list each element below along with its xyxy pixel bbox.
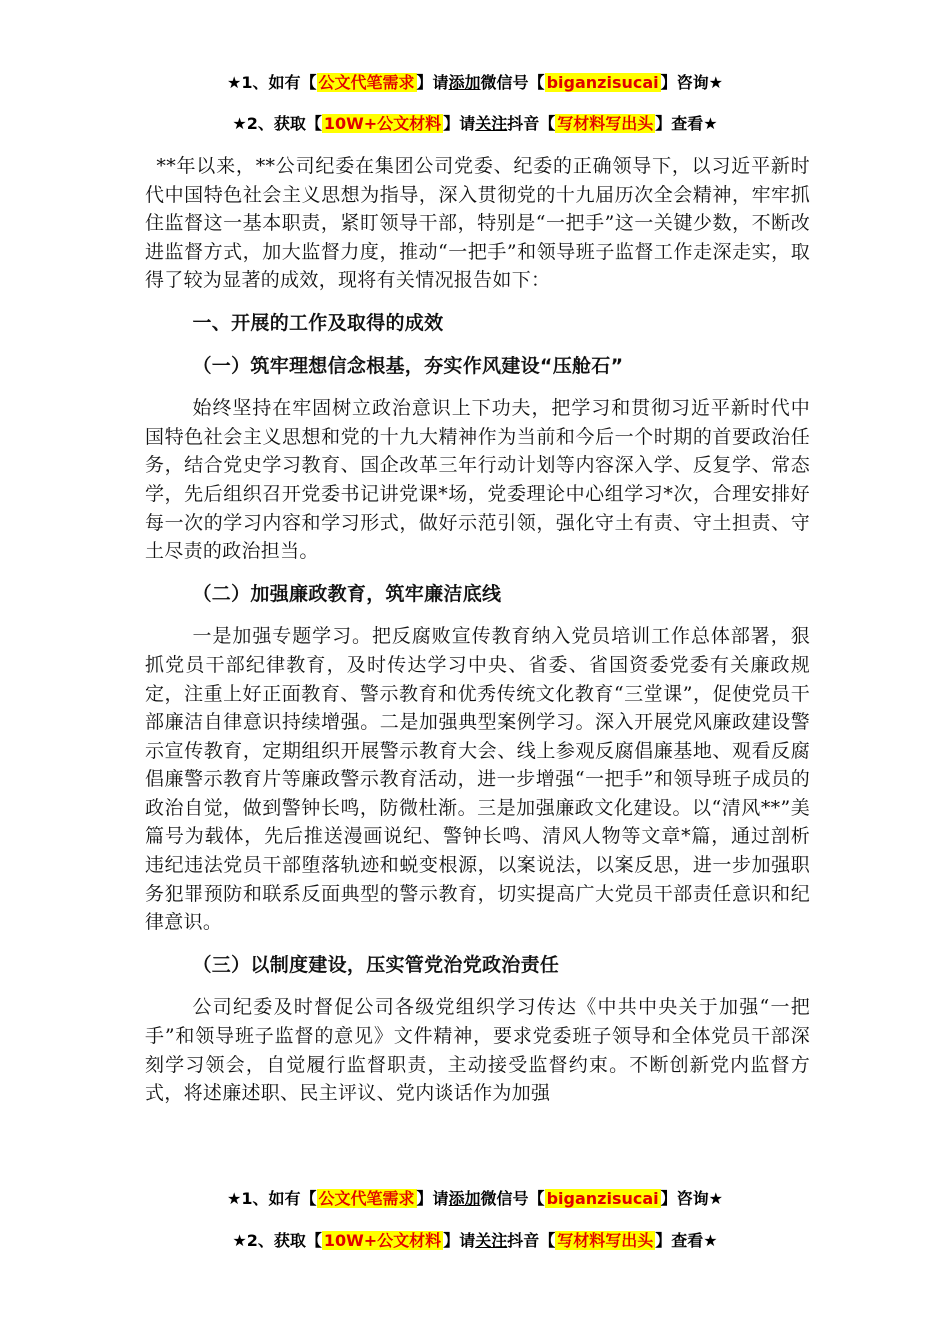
section-1-heading: 一、开展的工作及取得的成效 (192, 311, 444, 334)
banner-highlight-materials: 10W+公文材料 (323, 114, 442, 133)
banner-underline-follow: 关注 (475, 114, 508, 133)
banner-highlight-service: 公文代笔需求 (318, 1189, 415, 1208)
banner-mid: 】请 (416, 1189, 449, 1208)
banner-mid2: 抖音【 (507, 1231, 556, 1250)
intro-paragraph: **年以来，**公司纪委在集团公司党委、纪委的正确领导下，以习近平新时代中国特色社会主义思想为指导，深入贯彻党的十九届历次全会精神，牢牢抓住监督这一基本职责，紧盯领导干部，特别是“一把手”这一关键少数，不断改进监督方式，加大监督力度，推动“一把手”和领导班子监督工作走深走实，取得了较为显著的成效，现将有关情况报告如下： (145, 155, 810, 292)
promo-banner-top-1 (0, 70, 950, 93)
promo-banner-bottom-2 (0, 1228, 950, 1251)
banner-mid2: 抖音【 (507, 114, 556, 133)
banner-highlight-douyin-id: 写材料写出头 (557, 114, 654, 133)
banner-suffix: 】咨询★ (660, 73, 723, 92)
promo-banner-bottom-1 (0, 1186, 950, 1209)
subsection-2-paragraph: 一是加强专题学习。把反腐败宣传教育纳入党员培训工作总体部署，狠抓党员干部纪律教育，及时传达学习中央、省委、省国资委党委有关廉政规定，注重上好正面教育、警示教育和优秀传统文化教育“三堂课”，促使党员干部廉洁自律意识持续增强。二是加强典型案例学习。深入开展党风廉政建设警示宣传教育，定期组织开展警示教育大会、线上参观反腐倡廉基地、观看反腐倡廉警示教育片等廉政警示教育活动，进一步增强“一把手”和领导班子成员的政治自觉，做到警钟长鸣，防微杜渐。三是加强廉政文化建设。以“清风**”美篇号为载体，先后推送漫画说纪、警钟长鸣、清风人物等文章*篇，通过剖析违纪违法党员干部堕落轨迹和蜕变根源，以案说法，以案反思，进一步加强职务犯罪预防和联系反面典型的警示教育，切实提高广大党员干部责任意识和纪律意识。 (145, 625, 810, 934)
banner-underline-follow: 关注 (475, 1231, 508, 1250)
banner-mid: 】请 (443, 114, 476, 133)
banner-highlight-wechat-id: biganzisucai (546, 73, 659, 92)
subsection-2-heading: （二）加强廉政教育，筑牢廉洁底线 (192, 582, 502, 605)
banner-suffix: 】查看★ (655, 114, 718, 133)
banner-prefix: ★1、如有【 (227, 1189, 317, 1208)
banner-prefix: ★1、如有【 (227, 73, 317, 92)
subsection-1-paragraph: 始终坚持在牢固树立政治意识上下功夫，把学习和贯彻习近平新时代中国特色社会主义思想和党的十九大精神作为当前和今后一个时期的首要政治任务，结合党史学习教育、国企改革三年行动计划等内容深入学、反复学、常态学，先后组织召开党委书记讲党课*场，党委理论中心组学习*次，合理安排好每一次的学习内容和学习形式，做好示范引领，强化守土有责、守土担责、守土尽责的政治担当。 (145, 397, 810, 563)
banner-mid: 】请 (416, 73, 449, 92)
banner-prefix: ★2、获取【 (232, 114, 322, 133)
banner-highlight-materials: 10W+公文材料 (323, 1231, 442, 1250)
banner-mid2: 微信号【 (480, 1189, 545, 1208)
banner-suffix: 】查看★ (655, 1231, 718, 1250)
banner-prefix: ★2、获取【 (232, 1231, 322, 1250)
subsection-3-heading: （三）以制度建设，压实管党治党政治责任 (192, 953, 560, 976)
promo-banner-top-2 (0, 111, 950, 134)
banner-suffix: 】咨询★ (660, 1189, 723, 1208)
banner-mid: 】请 (443, 1231, 476, 1250)
subsection-1-heading: （一）筑牢理想信念根基，夯实作风建设“压舱石” (192, 354, 624, 377)
banner-mid2: 微信号【 (480, 73, 545, 92)
banner-underline-add: 添加 (448, 1189, 481, 1208)
subsection-3-paragraph: 公司纪委及时督促公司各级党组织学习传达《中共中央关于加强“一把手”和领导班子监督的意见》文件精神，要求党委班子领导和全体党员干部深刻学习领会，自觉履行监督职责，主动接受监督约束。不断创新党内监督方式，将述廉述职、民主评议、党内谈话作为加强 (145, 996, 810, 1105)
banner-highlight-service: 公文代笔需求 (318, 73, 415, 92)
banner-highlight-douyin-id: 写材料写出头 (557, 1231, 654, 1250)
document-body (145, 152, 810, 1108)
banner-underline-add: 添加 (448, 73, 481, 92)
banner-highlight-wechat-id: biganzisucai (546, 1189, 659, 1208)
